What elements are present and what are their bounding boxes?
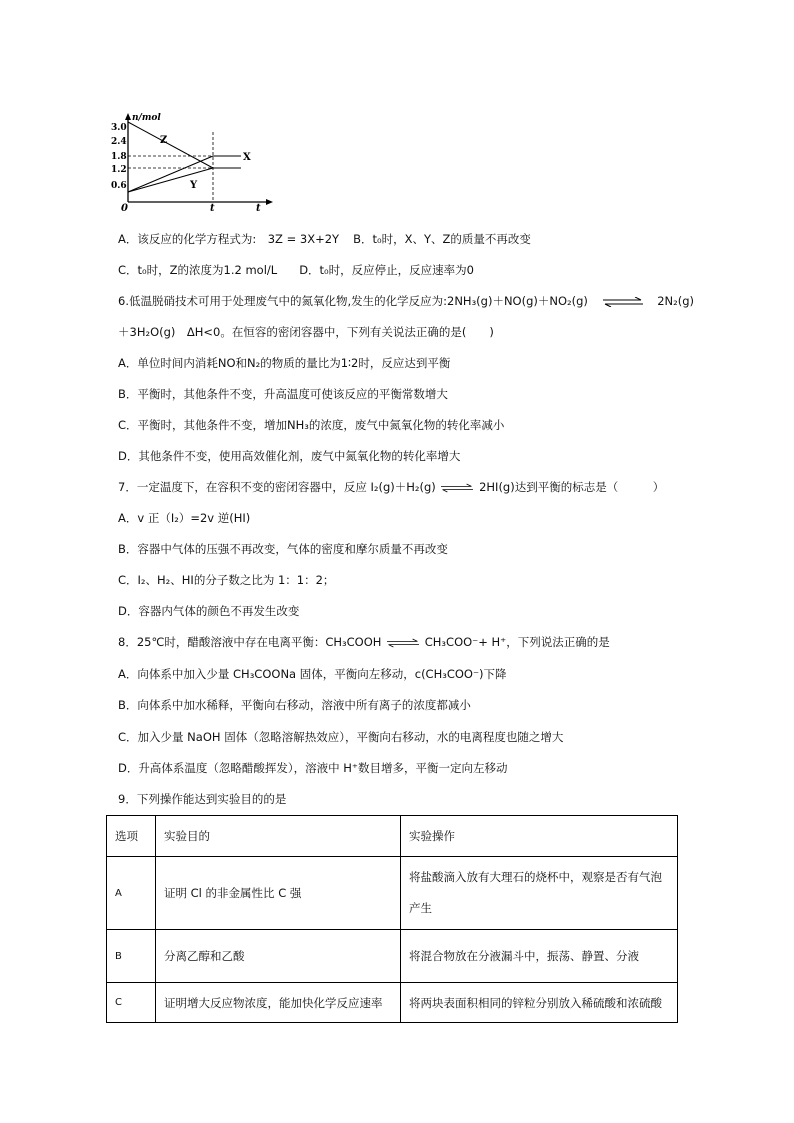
q5-options-cd: [118, 262, 474, 278]
table-cell-operation: 将两块表面积相同的锌粒分别放入稀硫酸和浓硫酸: [401, 983, 678, 1023]
q7-option-a: A．v 正（I₂）=2v 逆(HI): [118, 511, 251, 525]
tick-0-6: 0.6: [111, 181, 127, 191]
q8-stem: [118, 634, 610, 650]
table-cell-purpose: 证明增大反应物浓度，能加快化学反应速率: [156, 983, 401, 1023]
curve-label-y: Y: [190, 180, 198, 191]
table-row: [107, 930, 678, 983]
curve-label-z: Z: [160, 135, 168, 146]
equilibrium-arrow-icon: [441, 483, 473, 493]
table-row: [107, 857, 678, 930]
table-cell-operation: [401, 857, 678, 930]
q5-option-a: A．该反应的化学方程式为: 3Z = 3X+2Y: [118, 232, 340, 246]
tick-3-0: 3.0: [111, 123, 127, 133]
t-label: t: [210, 203, 215, 214]
table-row: [107, 983, 678, 1023]
q7-stem-b: 2HI(g)达到平衡的标志是（ ）: [479, 480, 665, 494]
table-cell-option: C: [107, 983, 156, 1023]
q5-option-d: D．t₀时，反应停止，反应速率为0: [299, 263, 474, 277]
operation-line-2: 产生: [409, 901, 432, 915]
equilibrium-arrow-icon: [594, 297, 652, 307]
q8-option-c: C．加入少量 NaOH 固体（忽略溶解热效应），平衡向右移动，水的电离程度也随之增大: [118, 730, 564, 744]
q6-option-c: C．平衡时，其他条件不变，增加NH₃的浓度，废气中氮氧化物的转化率减小: [118, 418, 505, 432]
q5-option-b: B．t₀时，X、Y、Z的质量不再改变: [353, 232, 531, 246]
q6-option-a: A．单位时间内消耗NO和N₂的物质的量比为1∶2时，反应达到平衡: [118, 356, 451, 370]
y-axis-label: n/mol: [132, 113, 161, 123]
curve-label-x: X: [243, 152, 251, 163]
q7-option-d: D．容器内气体的颜色不再发生改变: [118, 604, 300, 618]
q6-stem-a2: 2N₂(g): [657, 294, 695, 308]
q7-stem: [118, 479, 664, 495]
equilibrium-arrow-icon: [387, 638, 419, 648]
q6-stem-b: ＋3H₂O(g) ΔH<0。在恒容的密闭容器中，下列有关说法正确的是( ): [118, 325, 494, 339]
table-cell-purpose: 分离乙醇和乙酸: [156, 930, 401, 983]
q9-table: [106, 815, 678, 1023]
table-cell-option: B: [107, 930, 156, 983]
tick-1-2: 1.2: [111, 165, 127, 175]
x-axis-label: t: [256, 203, 261, 214]
q7-option-c: C．I₂、H₂、HI的分子数之比为 1：1：2；: [118, 573, 335, 587]
q8-option-b: B．向体系中加水稀释，平衡向右移动，溶液中所有离子的浓度都减小: [118, 698, 471, 712]
q7-stem-a: 7．一定温度下，在容积不变的密闭容器中，反应 I₂(g)＋H₂(g): [118, 480, 436, 494]
operation-line-1: 将盐酸滴入放有大理石的烧杯中，观察是否有气泡: [409, 870, 662, 884]
table-cell-option: A: [107, 857, 156, 930]
q6-stem-a: 6.低温脱硝技术可用于处理废气中的氮氧化物,发生的化学反应为:2NH₃(g)＋NO(g)＋NO₂(g): [118, 294, 588, 308]
q8-option-d: D．升高体系温度（忽略醋酸挥发），溶液中 H⁺数目增多，平衡一定向左移动: [118, 761, 508, 775]
q8-option-a: A．向体系中加入少量 CH₃COONa 固体，平衡向左移动，c(CH₃COO⁻)下降: [118, 667, 507, 681]
x-axis-arrow: [266, 199, 273, 205]
table-header-row: [107, 816, 678, 857]
q5-options-ab: [118, 231, 531, 247]
table-cell-operation: 将混合物放在分液漏斗中，振荡、静置、分液: [401, 930, 678, 983]
q8-stem-a: 8．25℃时，醋酸溶液中存在电离平衡：CH₃COOH: [118, 635, 382, 649]
q6-option-b: B．平衡时，其他条件不变，升高温度可使该反应的平衡常数增大: [118, 387, 448, 401]
tick-2-4: 2.4: [111, 137, 127, 147]
table-header-cell: 选项: [107, 816, 156, 857]
tick-1-8: 1.8: [111, 152, 127, 162]
q7-option-b: B．容器中气体的压强不再改变，气体的密度和摩尔质量不再改变: [118, 542, 448, 556]
table-header-cell: 实验目的: [156, 816, 401, 857]
q6-stem-line1: [118, 293, 694, 309]
q9-stem: 9．下列操作能达到实验目的的是: [118, 792, 287, 806]
y-axis-arrow: [125, 113, 131, 120]
origin-label: 0: [121, 203, 128, 214]
table-cell-purpose: 证明 Cl 的非金属性比 C 强: [156, 857, 401, 930]
q6-option-d: D．其他条件不变，使用高效催化剂，废气中氮氧化物的转化率增大: [118, 449, 461, 463]
reaction-graph: [108, 110, 278, 215]
table-header-cell: 实验操作: [401, 816, 678, 857]
curve-y: [128, 168, 213, 192]
q8-stem-b: CH₃COO⁻+ H⁺，下列说法正确的是: [424, 635, 610, 649]
q5-option-c: C．t₀时，Z的浓度为1.2 mol/L: [118, 263, 278, 277]
curve-x: [128, 156, 213, 192]
